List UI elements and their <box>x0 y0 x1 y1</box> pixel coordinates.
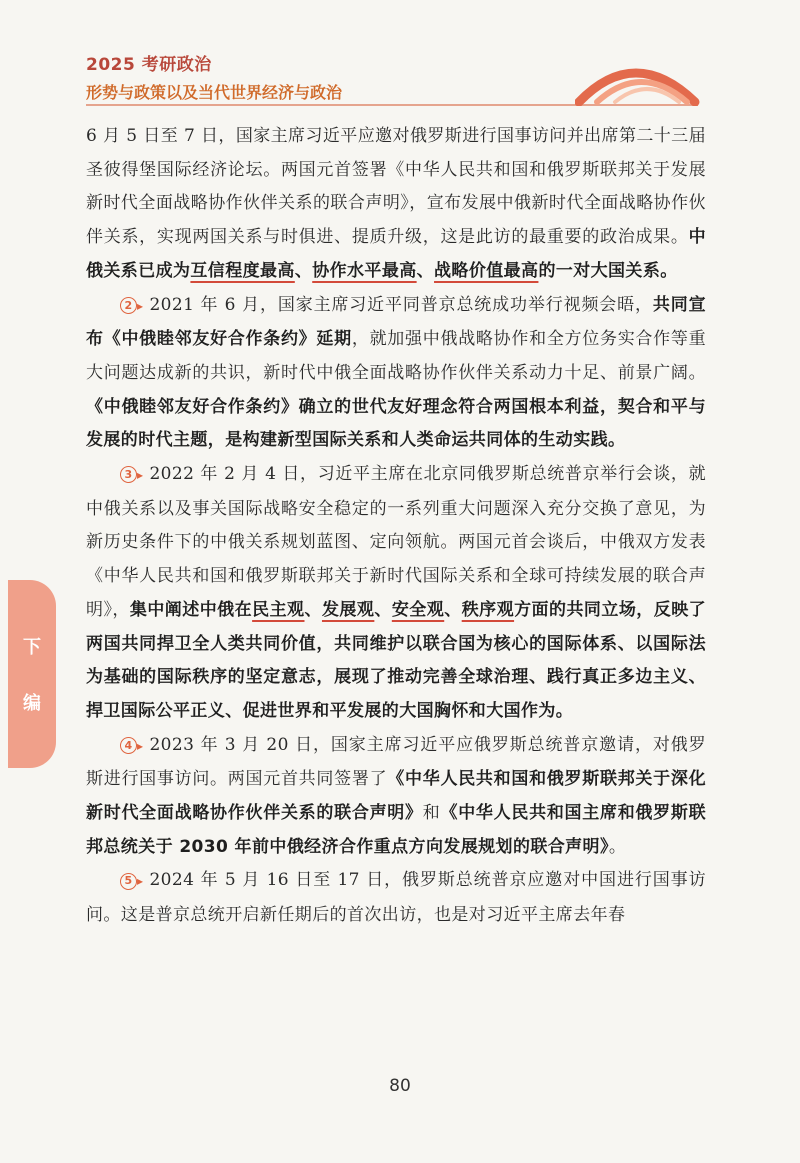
list-number-badge: 5 <box>120 873 137 890</box>
bold-text: 《中华人民共和国和俄罗斯联邦关于深化新时代全面战略协作伙伴关系的联合声明》 <box>86 769 706 824</box>
bold-text: 的一对大国关系。 <box>538 260 678 281</box>
bold-text: 共同宣布《中俄睦邻友好合作条约》延期 <box>86 294 707 350</box>
text-run: 2022 年 2 月 4 日，习近平主席在北京同俄罗斯总统普京举行会谈，就中俄关系以及事关国际战略安全稳定的一系列重大问题深入充分交换了意见，为新历史条件下的中俄关系规划蓝图、定向领航。两国元首会谈后，中俄双方发表《中华人民共和国和俄罗斯联邦关于新时代国际关系和全球可持续发展的联合声明》， <box>86 464 706 620</box>
side-tab-char-2: 编 <box>23 693 41 714</box>
header-title: 2025 考研政治 <box>86 55 212 75</box>
highlighted-phrase: 民主观 <box>252 599 305 620</box>
bold-text: 、 <box>416 260 435 281</box>
bold-text: 中俄关系已成为 <box>86 227 706 281</box>
header-decoration-icon <box>575 52 700 106</box>
highlighted-phrase: 秩序观 <box>461 599 515 620</box>
list-number-badge: 4 <box>120 737 137 754</box>
highlighted-phrase: 互信程度最高 <box>190 260 295 281</box>
bold-text: 《中华人民共和国主席和俄罗斯联邦总统关于 2030 年前中俄经济合作重点方向发展规划的联合声明》 <box>86 803 707 857</box>
badge-arrow-icon: ▸ <box>137 874 144 889</box>
highlighted-phrase: 战略价值最高 <box>434 260 539 281</box>
bold-text: 《中俄睦邻友好合作条约》确立的世代友好理念符合两国根本利益，契合和平与发展的时代主题，是构建新型国际关系和人类命运共同体的生动实践。 <box>86 396 706 451</box>
badge-arrow-icon: ▸ <box>137 298 144 313</box>
highlighted-phrase: 发展观 <box>321 599 375 620</box>
text-run: 2021 年 6 月，国家主席习近平同普京总统成功举行视频会晤， <box>149 294 653 315</box>
page-number: 80 <box>389 1076 411 1096</box>
header-subtitle: 形势与政策以及当代世界经济与政治 <box>86 83 343 102</box>
bold-text: 、 <box>374 599 392 620</box>
body-text <box>86 120 706 933</box>
bold-text: 、 <box>304 599 322 620</box>
paragraph <box>86 120 706 289</box>
bold-text: 、 <box>294 260 313 281</box>
bold-text: 集中阐述中俄在 <box>129 599 253 620</box>
paragraph <box>86 458 706 729</box>
paragraph <box>86 729 706 865</box>
text-run: 2024 年 5 月 16 日至 17 日，俄罗斯总统普京应邀对中国进行国事访问。这是普京总统开启新任期后的首次出访，也是对习近平主席去年春 <box>86 870 706 926</box>
text-run: 6 月 5 日至 7 日，国家主席习近平应邀对俄罗斯进行国事访问并出席第二十三届圣彼得堡国际经济论坛。两国元首签署《中华人民共和国和俄罗斯联邦关于发展新时代全面战略协作伙伴关系的联合声明》，宣布发展中俄新时代全面战略协作伙伴关系，实现两国关系与时俱进、提质升级，这是此访的最重要的政治成果。 <box>86 126 706 248</box>
text-run: 和 <box>422 803 441 824</box>
badge-arrow-icon: ▸ <box>137 738 144 753</box>
paragraph <box>86 864 706 932</box>
text-run: 2023 年 3 月 20 日，国家主席习近平应俄罗斯总统普京邀请，对俄罗斯进行国事访问。两国元首共同签署了 <box>86 734 706 790</box>
text-run: ，就加强中俄战略协作和全方位务实合作等重大问题达成新的共识，新时代中俄全面战略协作伙伴关系动力十足、前景广阔。 <box>86 329 707 383</box>
highlighted-phrase: 协作水平最高 <box>312 260 417 281</box>
paragraph <box>86 289 706 459</box>
side-tab-char-1: 下 <box>23 637 41 658</box>
list-number-badge: 2 <box>120 297 137 314</box>
list-number-badge: 3 <box>120 466 137 483</box>
badge-arrow-icon: ▸ <box>137 468 144 483</box>
text-run: 。 <box>608 836 627 857</box>
section-side-tab <box>8 580 56 768</box>
bold-text: 方面的共同立场，反映了两国共同捍卫全人类共同价值，共同维护以联合国为核心的国际体系、以国际法为基础的国际秩序的坚定意志，展现了推动完善全球治理、践行真正多边主义、捍卫国际公平正义、促进世界和平发展的大国胸怀和大国作为。 <box>86 599 707 721</box>
bold-text: 、 <box>444 599 462 620</box>
highlighted-phrase: 安全观 <box>391 599 445 620</box>
